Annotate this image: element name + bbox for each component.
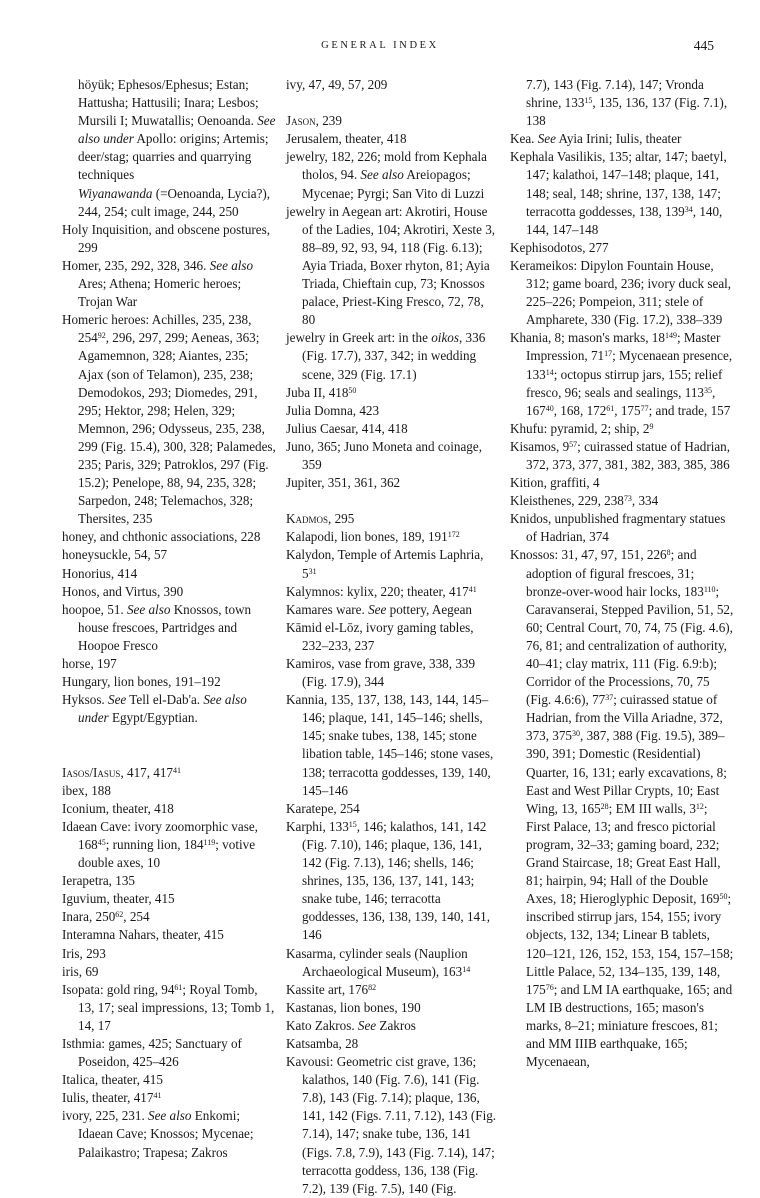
index-entry: Kadmos, 295 (286, 511, 355, 527)
index-entry: Kāmid el-Lōz, ivory gaming tables, 232–233, 237 (286, 619, 474, 653)
page-number: 445 (693, 38, 714, 53)
index-entry: honeysuckle, 54, 57 (62, 547, 168, 563)
index-entry: Iulis, theater, $417^{41}$ (62, 1090, 162, 1106)
index-entry: Hyksos. See Tell el-Dab'a. See also under Egypt/Egyptian. (62, 692, 247, 726)
index-entry: Isopata: gold ring, $94^{61}$; Royal Tomb, 13, 17; seal impressions, 13; Tomb 1, 14, 17 (62, 981, 275, 1033)
index-entry: Iris, 293 (62, 945, 106, 961)
index-entry: Karatepe, 254 (286, 800, 360, 816)
index-column-2 (286, 76, 500, 1198)
index-entry: Katsamba, 28 (286, 1035, 359, 1051)
index-entry: Kalydon, Temple of Artemis Laphria, $5^{31}$ (286, 547, 484, 581)
index-entry: ivy, 47, 49, 57, 209 (286, 77, 388, 92)
index-entry: honey, and chthonic associations, 228 (62, 529, 261, 545)
index-entry: Karphi, $133^{15}$, 146; kalathos, 141, 142 (Fig. 7.10), 146; plaque, 136, 141, 142 (Fig. 7.13), 146; shells, 146; shrines, 135, 136, 137, 141, 143; snake tube, 146; terracotta goddesses, 136, 138, 139, 140, 141, 146 (286, 818, 490, 943)
index-entry: Kamiros, vase from grave, 338, 339 (Fig. 17.9), 344 (286, 656, 476, 690)
index-entry: Knidos, unpublished fragmentary statues of Hadrian, 374 (510, 511, 726, 545)
index-entry: Juba II, $418^{50}$ (286, 384, 357, 400)
index-entry: Idaean Cave: ivory zoomorphic vase, $168^{45}$; running lion, $184^{119}$; votive double axes, 10 (62, 818, 258, 871)
index-entry: Khania, 8; mason's marks, $18^{149}$; Master Impression, $71^{17}$; Mycenaean presence, $133^{14}$; octopus stirrup jars, 155; relief fresco, 96; seals and sealings, $113^{35}$, $167^{40}$, 168, $172^{61}$, $175^{77}$; and trade, 157 (510, 330, 733, 418)
index-entry: Inara, $250^{62}$, 254 (62, 909, 150, 925)
index-entry: Kassite art, $176^{82}$ (286, 981, 377, 997)
index-entry: Khufu: pyramid, 2; ship, $2^9$ (510, 420, 654, 436)
page-header (0, 38, 760, 58)
index-entry: Interamna Nahars, theater, 415 (62, 927, 224, 943)
index-entry: Wiyanawanda (=Oenoanda, Lycia?), 244, 254; cult image, 244, 250 (78, 185, 271, 219)
index-entry: Kisamos, $9^{57}$; cuirassed statue of Hadrian, 372, 373, 377, 381, 382, 383, 385, 386 (510, 438, 731, 472)
index-entry: Kasarma, cylinder seals (Nauplion Archaeological Museum), $163^{14}$ (286, 945, 471, 979)
index-entry: Holy Inquisition, and obscene postures, 299 (62, 221, 271, 255)
index-entry: Kato Zakros. See Zakros (286, 1017, 416, 1033)
index-entry: ibex, 188 (62, 782, 111, 798)
index-entry: Kephisodotos, 277 (510, 239, 609, 255)
index-entry: höyük; Ephesos/Ephesus; Estan; Hattusha; Hattusili; Inara; Lesbos; Mursili I; Muwatallis; Oenoanda. See also under Apollo: origins; Artemis; deer/stag; quarries and quarrying techniques (78, 77, 276, 183)
index-entry: Kea. See Ayia Irini; Iulis, theater (510, 131, 682, 147)
index-entry: Kannia, 135, 137, 138, 143, 144, 145–146; plaque, 141, 145–146; shells, 145; snake tubes, 138, 145; stone libation table, 145–146; stone vases, 138; terracotta goddesses, 139, 140, 145–146 (286, 692, 494, 798)
index-entry: jewelry in Greek art: in the oikos, 336 (Fig. 17.7), 337, 342; in wedding scene, 329 (Fig. 17.1) (286, 330, 486, 382)
index-entry: horse, 197 (62, 656, 117, 671)
index-entry: iris, 69 (62, 963, 99, 979)
entry-spacer (62, 727, 276, 763)
index-entry: Jupiter, 351, 361, 362 (286, 475, 401, 491)
running-head: GENERAL INDEX (321, 40, 439, 51)
index-entry: Julius Caesar, 414, 418 (286, 420, 408, 436)
index-entry: Julia Domna, 423 (286, 402, 380, 418)
index-entry: Isthmia: games, 425; Sanctuary of Poseidon, 425–426 (62, 1035, 242, 1070)
entry-spacer (286, 492, 500, 510)
index-entry: Kerameikos: Dipylon Fountain House, 312; game board, 236; ivory duck seal, 225–226; Pompeion, 311; stele of Ampharete, 330 (Fig. 17.2), 338–339 (510, 257, 732, 328)
index-entry: Kamares ware. See pottery, Aegean (286, 601, 472, 617)
index-entry: Kleisthenes, 229, $238^{73}$, 334 (510, 493, 659, 509)
index-entry: Hungary, lion bones, 191–192 (62, 674, 221, 690)
index-entry: Jerusalem, theater, 418 (286, 131, 407, 147)
index-entry: Iguvium, theater, 415 (62, 891, 175, 907)
index-entry: jewelry, 182, 226; mold from Kephala tholos, 94. See also Areiopagos; Mycenae; Pyrgi; San Vito di Luzzi (286, 149, 487, 201)
index-entry: Kastanas, lion bones, 190 (286, 999, 421, 1015)
index-entry: Knossos: 31, 47, 97, 151, $226^8$; and adoption of figural frescoes, 31; bronze-over-wood hair locks, $183^{110}$; Caravanserai, Stepped Pavilion, 51, 52, 60; Central Court, 70, 74, 75 (Fig. 4.6), 76, 81; and centralization of authority, 40–41; clay matrix, 111 (Fig. 6.9:b); Corridor of the Processions, 70, 75 (Fig. 4.6:6), $77^{37}$; cuirassed statue of Hadrian, from the Villa Ariadne, 372, 373, $375^{30}$, 387, 388 (Fig. 19.5), 389–390, 391; Domestic (Residential) Quarter, 16, 131; early excavations, 8; East and West Pillar Crypts, 10; East Wing, 13, $165^{28}$; EM III walls, $3^{12}$; First Palace, 13; and fresco pictorial program, 32–33; gaming board, 232; Grand Staircase, 18; Great East Hall, 81; hairpin, 94; Hall of the Double Axes, 18; Hieroglyphic Deposit, $169^{50}$; inscribed stirrup jars, 154, 155; ivory objects, 132, 134; Linear B tablets, 120–121, 126, 152, 153, 154, 157–158; Little Palace, 52, 134–135, 139, 148, $175^{76}$; and LM IA earthquake, 165; and LM IB destructions, 165; mason's marks, 8–21; miniature frescoes, 81; and MM IIIB earthquake, 165; Mycenaean, (510, 547, 734, 1070)
index-entry: Honorius, 414 (62, 565, 138, 581)
index-entry: 7.7), 143 (Fig. 7.14), 147; Vronda shrine, $133^{15}$, 135, 136, 137 (Fig. 7.1), 138 (526, 77, 728, 129)
index-entry: Iasos/Iasus, 417, $417^{41}$ (62, 764, 181, 780)
entry-spacer (286, 94, 500, 112)
index-entry: Homeric heroes: Achilles, 235, 238, $254^{92}$, 296, 297, 299; Aeneas, 363; Agamemnon, 328; Aiantes, 235; Ajax (son of Telamon), 235, 238; Demodokos, 293; Diomedes, 291, 295; Hektor, 298; Helen, 329; Memnon, 296; Odysseus, 235, 238, 299 (Fig. 15.4), 300, 328; Palamedes, 235; Paris, 329; Patroklos, 297 (Fig. 15.2); Penelope, 88, 94, 235, 328; Sarpedon, 248; Telemachos, 328; Thersites, 235 (62, 312, 276, 527)
index-entry: Iconium, theater, 418 (62, 800, 174, 816)
index-entry: Honos, and Virtus, 390 (62, 583, 184, 599)
index-entry: Kalapodi, lion bones, 189, $191^{172}$ (286, 529, 460, 545)
index-entry: jewelry in Aegean art: Akrotiri, House of the Ladies, 104; Akrotiri, Xeste 3, 88–89, 92, 93, 94, 118 (Fig. 6.13); Ayia Triada, Boxer rhyton, 81; Ayia Triada, Chieftain cup, 73; Knossos palace, Priest-King Fresco, 72, 78, 80 (286, 203, 496, 328)
index-entry: Ierapetra, 135 (62, 873, 135, 889)
index-column-1 (62, 76, 276, 1162)
index-entry: hoopoe, 51. See also Knossos, town house frescoes, Partridges and Hoopoe Fresco (62, 601, 252, 653)
index-entry: Homer, 235, 292, 328, 346. See also Ares; Athena; Homeric heroes; Trojan War (62, 257, 254, 310)
index-entry: ivory, 225, 231. See also Enkomi; Idaean Cave; Knossos; Mycenae; Palaikastro; Trapesa; Zakros (62, 1108, 254, 1160)
index-entry: Kition, graffiti, 4 (510, 475, 600, 491)
index-entry: Juno, 365; Juno Moneta and coinage, 359 (286, 438, 482, 472)
index-entry: Kalymnos: kylix, 220; theater, $417^{41}$ (286, 583, 477, 599)
index-entry: Kavousi: Geometric cist grave, 136; kalathos, 140 (Fig. 7.6), 141 (Fig. 7.8), 143 (Fig. 7.14); plaque, 136, 141, 142 (Figs. 7.11, 7.12), 143 (Fig. 7.14), 147; snake tube, 136, 141 (Figs. 7.8, 7.9), 143 (Fig. 7.14), 147; terracotta goddess, 136, 138 (Fig. 7.2), 139 (Fig. 7.5), 140 (Fig. (286, 1054, 497, 1196)
index-entry: Kephala Vasilikis, 135; altar, 147; baetyl, 147; kalathoi, 147–148; plaque, 141, 148; seal, 148; shrine, 137, 138, 147; terracotta goddesses, 138, $139^{34}$, 140, 144, 147–148 (510, 149, 727, 237)
index-entry: Italica, theater, 415 (62, 1072, 163, 1088)
index-column-3 (510, 76, 734, 1071)
index-entry: Jason, 239 (286, 113, 342, 129)
